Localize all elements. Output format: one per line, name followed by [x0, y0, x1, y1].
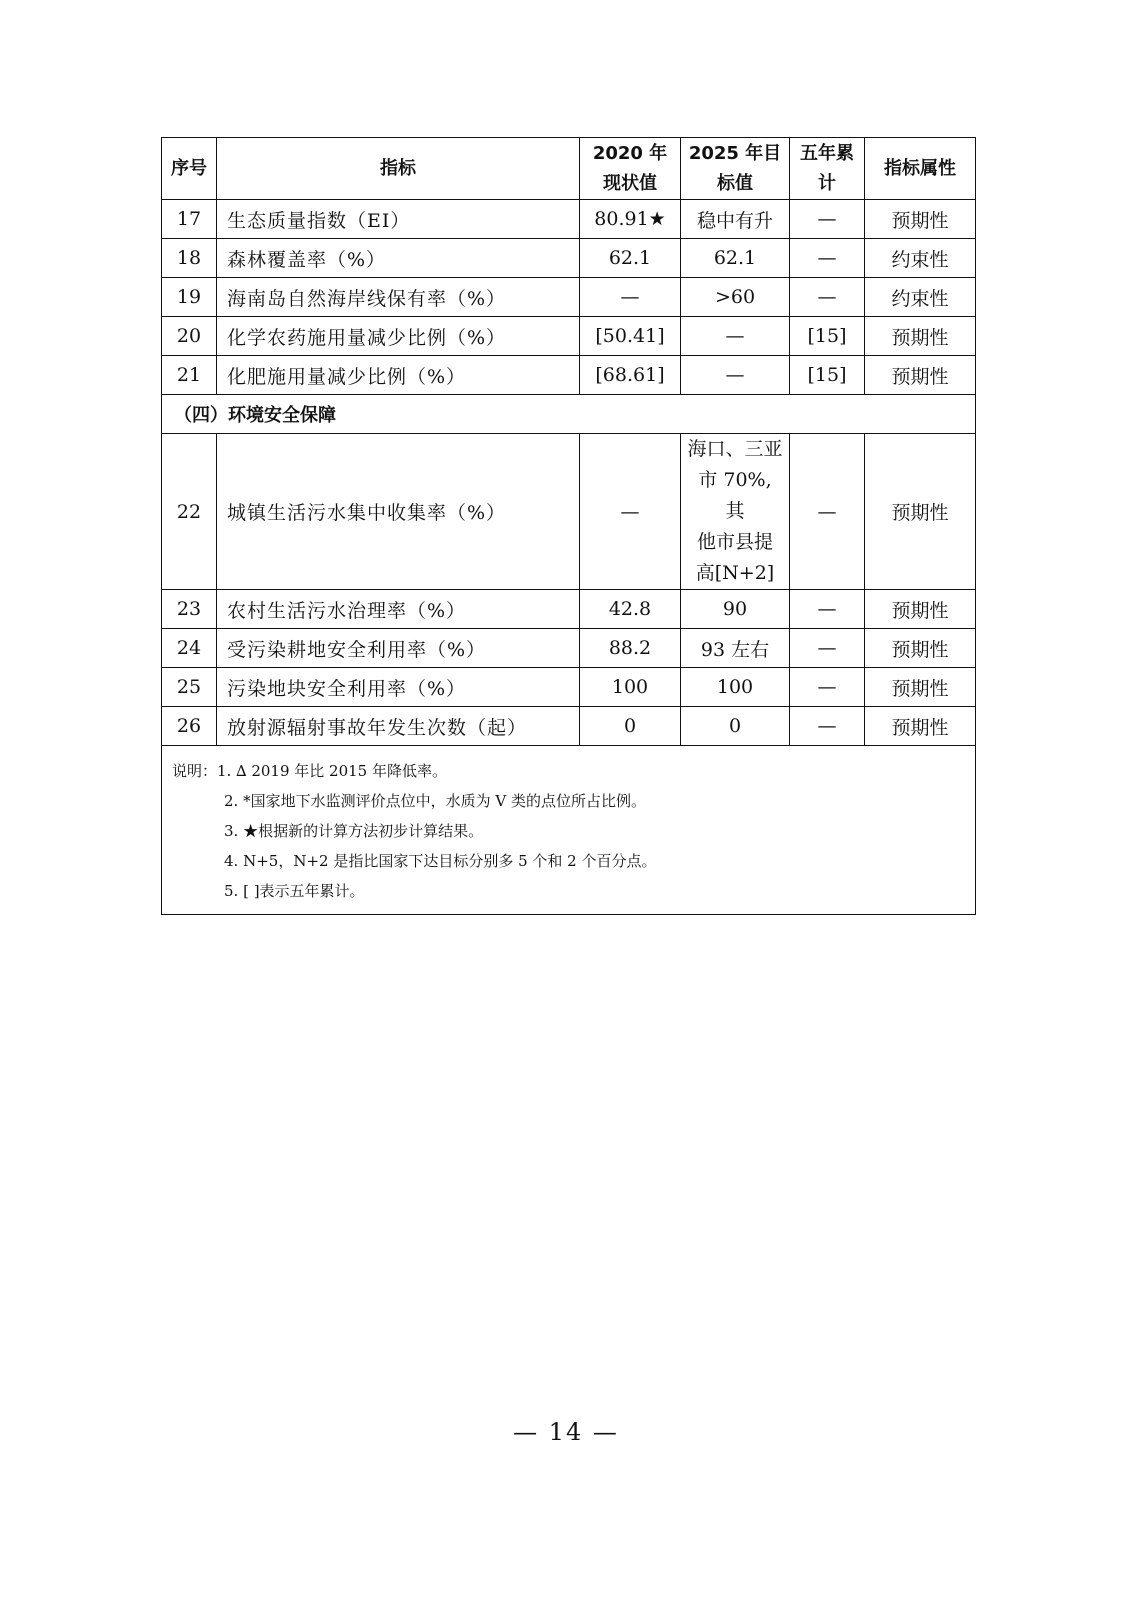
target-2025: — [681, 317, 790, 356]
five-year-cumulative: [15] [790, 356, 865, 395]
value-2020: — [580, 278, 681, 317]
row-number: 19 [162, 278, 217, 317]
indicator-name: 森林覆盖率（%） [217, 239, 580, 278]
target-line: 他市县提 [696, 531, 773, 553]
indicator-attribute: 预期性 [865, 317, 976, 356]
table-row [162, 668, 976, 707]
section-row [162, 395, 976, 434]
header-seq: 序号 [162, 138, 217, 200]
indicator-attribute: 预期性 [865, 356, 976, 395]
five-year-cumulative: — [790, 668, 865, 707]
row-number: 17 [162, 200, 217, 239]
indicator-attribute: 预期性 [865, 629, 976, 668]
table-row [162, 239, 976, 278]
indicator-attribute: 约束性 [865, 239, 976, 278]
target-2025: 93 左右 [681, 629, 790, 668]
row-number: 23 [162, 590, 217, 629]
indicator-attribute: 约束性 [865, 278, 976, 317]
header-attribute: 指标属性 [865, 138, 976, 200]
value-2020: [50.41] [580, 317, 681, 356]
row-number: 20 [162, 317, 217, 356]
indicator-name: 受污染耕地安全利用率（%） [217, 629, 580, 668]
table-row [162, 356, 976, 395]
five-year-cumulative: — [790, 707, 865, 746]
row-number: 22 [162, 434, 217, 590]
indicator-table-wrapper [161, 137, 975, 915]
five-year-cumulative: — [790, 434, 865, 590]
target-2025: 稳中有升 [681, 200, 790, 239]
target-line: 市 70%, 其 [698, 469, 772, 522]
indicator-attribute: 预期性 [865, 590, 976, 629]
five-year-cumulative: — [790, 629, 865, 668]
five-year-cumulative: — [790, 590, 865, 629]
header-2025-target: 2025 年目标值 [681, 138, 790, 200]
row-number: 21 [162, 356, 217, 395]
target-line: 高[N+2] [695, 562, 775, 584]
note-line: 2. *国家地下水监测评价点位中，水质为 V 类的点位所占比例。 [224, 792, 646, 810]
five-year-cumulative: [15] [790, 317, 865, 356]
target-2025 [681, 434, 790, 590]
value-2020: 100 [580, 668, 681, 707]
table-row [162, 590, 976, 629]
page-number: — 14 — [513, 1418, 619, 1446]
target-2025: 62.1 [681, 239, 790, 278]
value-2020: 88.2 [580, 629, 681, 668]
indicator-name: 污染地块安全利用率（%） [217, 668, 580, 707]
note-line: 4. N+5，N+2 是指比国家下达目标分别多 5 个和 2 个百分点。 [224, 852, 657, 870]
section-title: （四）环境安全保障 [162, 395, 976, 434]
five-year-cumulative: — [790, 239, 865, 278]
note-line: 3. ★根据新的计算方法初步计算结果。 [224, 822, 484, 840]
notes-cell [162, 746, 976, 915]
value-2020: 42.8 [580, 590, 681, 629]
notes-row [162, 746, 976, 915]
table-row [162, 200, 976, 239]
header-indicator: 指标 [217, 138, 580, 200]
value-2020: 80.91★ [580, 200, 681, 239]
value-2020: [68.61] [580, 356, 681, 395]
row-number: 24 [162, 629, 217, 668]
indicator-attribute: 预期性 [865, 707, 976, 746]
row-number: 18 [162, 239, 217, 278]
value-2020: 0 [580, 707, 681, 746]
five-year-cumulative: — [790, 200, 865, 239]
table-row [162, 434, 976, 590]
table-row [162, 278, 976, 317]
indicator-attribute: 预期性 [865, 200, 976, 239]
table-row [162, 317, 976, 356]
target-2025: 0 [681, 707, 790, 746]
table-row [162, 629, 976, 668]
indicator-attribute: 预期性 [865, 434, 976, 590]
header-cumulative: 五年累计 [790, 138, 865, 200]
indicator-name: 生态质量指数（EI） [217, 200, 580, 239]
value-2020: 62.1 [580, 239, 681, 278]
indicator-name: 放射源辐射事故年发生次数（起） [217, 707, 580, 746]
target-2025: 100 [681, 668, 790, 707]
indicator-name: 海南岛自然海岸线保有率（%） [217, 278, 580, 317]
value-2020: — [580, 434, 681, 590]
table-header-row [162, 138, 976, 200]
header-2020-value: 2020 年现状值 [580, 138, 681, 200]
indicator-name: 化学农药施用量减少比例（%） [217, 317, 580, 356]
target-2025: — [681, 356, 790, 395]
five-year-cumulative: — [790, 278, 865, 317]
row-number: 25 [162, 668, 217, 707]
indicator-name: 城镇生活污水集中收集率（%） [217, 434, 580, 590]
target-2025: 90 [681, 590, 790, 629]
note-line: 5. [ ]表示五年累计。 [224, 882, 365, 900]
target-line: 海口、三亚 [687, 438, 783, 460]
table-row [162, 707, 976, 746]
note-line: 说明：1. ∆ 2019 年比 2015 年降低率。 [172, 762, 447, 780]
indicator-name: 农村生活污水治理率（%） [217, 590, 580, 629]
target-2025: >60 [681, 278, 790, 317]
indicator-name: 化肥施用量减少比例（%） [217, 356, 580, 395]
row-number: 26 [162, 707, 217, 746]
indicator-table [161, 137, 976, 915]
indicator-attribute: 预期性 [865, 668, 976, 707]
